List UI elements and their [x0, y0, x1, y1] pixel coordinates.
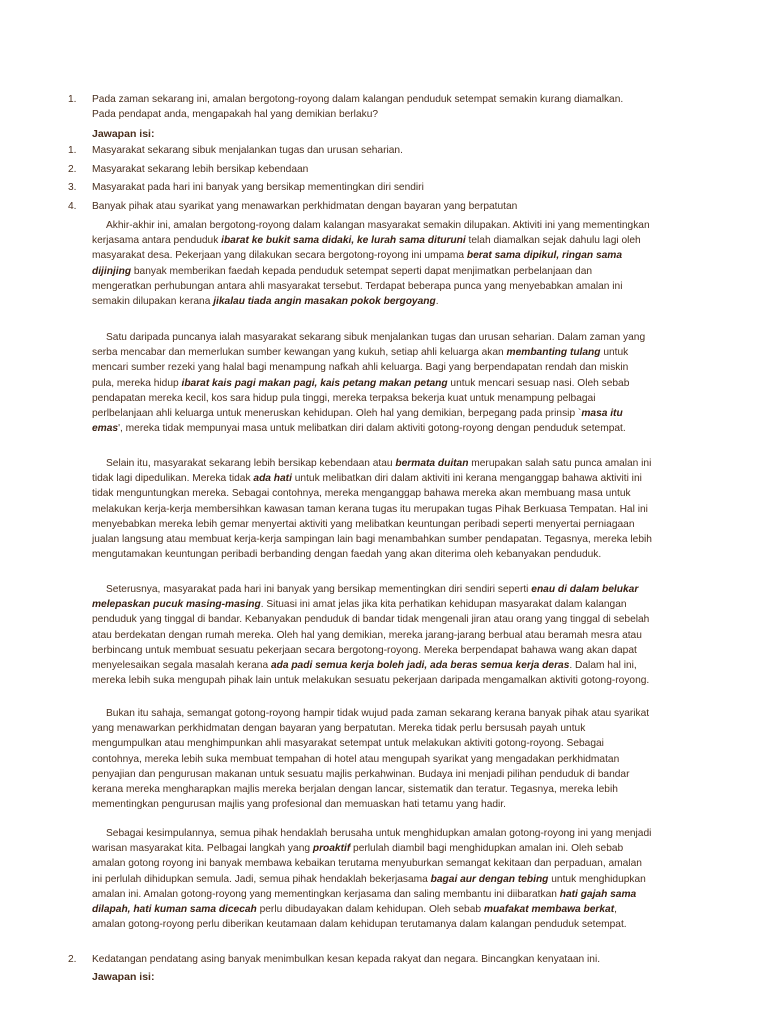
list-item: 3. Masyarakat pada hari ini banyak yang bersikap mementingkan diri sendiri	[68, 182, 424, 193]
peribahasa: berat sama dipikul, ringan sama dijinjing	[92, 250, 623, 277]
peribahasa: membanting tulang	[506, 347, 601, 359]
question-2-text: Kedatangan pendatang asing banyak menimbulkan kesan kepada rakyat dan negara. Bincangkan kenyataan ini.	[92, 954, 601, 965]
question-1-line-1: Pada zaman sekarang ini, amalan bergotong-royong dalam kalangan penduduk setempat semakin kurang diamalkan.	[92, 94, 624, 105]
answer-points-list	[68, 143, 668, 217]
peribahasa: jikalau tiada angin masakan pokok bergoyang	[213, 296, 436, 308]
question-1-line-2: Pada pendapat anda, mengapakah hal yang demikian berlaku?	[92, 109, 379, 120]
essay-point-2: Selain itu, masyarakat sekarang lebih bersikap kebendaan atau bermata duitan merupakan salah satu punca amalan ini tidak lagi dipedulikan. Mereka tidak ada hati untuk melibatkan diri dalam aktiviti ini kerana menganggap bahawa aktiviti ini tidak menguntungkan mereka. Sebagai contohnya, mereka menganggap bahawa mereka akan membuang masa untuk melakukan kerja-kerja membersihkan kawasan taman kerana tugas itu merupakan tugas Pihak Berkuasa Tempatan. Hal ini menyebabkan mereka lebih gemar menyertai aktiviti yang melibatkan keuntungan peribadi seperti menyertai perniagaan jualan langsung atau membuat kerja-kerja sampingan lain bagi menambahkan sumber pendapatan. Tegasnya, mereka lebih mengutamakan keuntungan peribadi berbanding dengan faedah yang akan diterima oleh kebanyakan penduduk.	[92, 458, 652, 561]
answer-heading-2: Jawapan isi:	[92, 971, 155, 983]
question-1-number: 1.	[68, 94, 77, 105]
peribahasa: enau di dalam belukar melepaskan pucuk masing-masing	[92, 584, 639, 611]
peribahasa: bermata duitan	[395, 458, 469, 469]
essay-point-4: Bukan itu sahaja, semangat gotong-royong hampir tidak wujud pada zaman sekarang kerana banyak pihak atau syarikat yang menawarkan perkhidmatan dengan bayaran yang berpatutan. Mereka tidak perlu bersusah payah untuk mengumpulkan atau menghimpunkan ahli masyarakat setempat untuk melakukan aktiviti gotong-royong. Sebagai contohnya, mereka lebih suka membuat tempahan di hotel atau mengupah syarikat yang mengadakan perkhidmatan penyajian dan pengurusan makanan untuk sesuatu majlis perkahwinan. Budaya ini menjadi pilihan penduduk di bandar kerana mereka mengharapkan majlis mereka berjalan dengan lancar, sistematik dan teratur. Tegasnya, mereka lebih mementingkan pengurusan majlis yang profesional dan memuaskan hati tetamu yang hadir.	[92, 708, 650, 811]
peribahasa: ada hati	[253, 473, 292, 485]
list-item: 4. Banyak pihak atau syarikat yang menawarkan perkhidmatan dengan bayaran yang berpatutan	[68, 200, 518, 212]
list-item: 2. Masyarakat sekarang lebih bersikap kebendaan	[68, 163, 309, 175]
peribahasa: ibarat ke bukit sama didaki, ke lurah sama dituruni	[221, 235, 466, 247]
peribahasa: hati gajah sama dilapah, hati kuman sama dicecah	[92, 888, 637, 916]
list-item: 1. Masyarakat sekarang sibuk menjalankan tugas dan urusan seharian.	[68, 145, 403, 156]
essay-point-3: Seterusnya, masyarakat pada hari ini banyak yang bersikap mementingkan diri sendiri seperti enau di dalam belukar melepaskan pucuk masing-masing. Situasi ini amat jelas jika kita perhatikan kehidupan masyarakat dalam kalangan penduduk yang tinggal di bandar. Kebanyakan penduduk di bandar tidak mengenali jiran atau orang yang tinggal di sebelah atau berdekatan dengan rumah mereka. Oleh hal yang demikian, mereka jarang-jarang berbual atau beramah mesra atau berbincang untuk membuat sesuatu pekerjaan secara bergotong-royong. Mereka berpendapat bahawa wang akan dapat menyelesaikan segala masalah kerana ada padi semua kerja boleh jadi, ada beras semua kerja deras. Dalam hal ini, mereka lebih suka mengupah pihak lain untuk melakukan sesuatu pekerjaan daripada mengamalkan aktiviti gotong-royong.	[92, 584, 650, 687]
peribahasa: bagai aur dengan tebing	[430, 873, 549, 885]
essay-conclusion: Sebagai kesimpulannya, semua pihak hendaklah berusaha untuk menghidupkan amalan gotong-royong ini yang menjadi warisan masyarakat kita. Pelbagai langkah yang proaktif perlulah diambil bagi menghidupkan amalan ini. Oleh sebab amalan gotong royong ini banyak membawa kebaikan terutama menyuburkan semangat kekitaan dan perpaduan, amalan ini perlulah dihidupkan semula. Jadi, semua pihak hendaklah bekerjasama bagai aur dengan tebing untuk menghidupkan amalan ini. Amalan gotong-royong yang mementingkan kerjasama dan saling membantu ini diibaratkan hati gajah sama dilapah, hati kuman sama dicecah perlu dibudayakan dalam kehidupan. Oleh sebab muafakat membawa berkat, amalan gotong-royong perlu diberikan keutamaan dalam kehidupan terutamanya dalam kalangan penduduk setempat.	[92, 828, 652, 931]
peribahasa: muafakat membawa berkat	[483, 904, 615, 916]
essay-point-1: Satu daripada puncanya ialah masyarakat sekarang sibuk menjalankan tugas dan urusan seharian. Dalam zaman yang serba mencabar dan memerlukan sumber kewangan yang kukuh, setiap ahli keluarga akan membanting tulang untuk mencari sumber rezeki yang halal bagi menampung nafkah ahli keluarga. Bagi yang berpendapatan rendah dan miskin pula, mereka hidup ibarat kais pagi makan pagi, kais petang makan petang untuk mencari sesuap nasi. Oleh sebab pendapatan mereka kecil, kos sara hidup pula tinggi, mereka terpaksa bekerja kuat untuk menampung pelbagai perlbelanjaan ahli keluarga untuk meneruskan kehidupan. Oleh hal yang demikian, berpegang pada prinsip `masa itu emas', mereka tidak mempunyai masa untuk melibatkan diri dalam aktiviti gotong-royong dengan penduduk setempat.	[92, 332, 646, 435]
question-2-number: 2.	[68, 954, 77, 965]
peribahasa: proaktif	[312, 843, 351, 855]
answer-heading-1: Jawapan isi:	[92, 128, 155, 140]
essay-introduction: Akhir-akhir ini, amalan bergotong-royong dalam kalangan masyarakat semakin dilupakan. Aktiviti ini yang mementingkan kerjasama antara penduduk ibarat ke bukit sama didaki, ke lurah sama dituruni telah diamalkan sejak dahulu lagi oleh masyarakat desa. Pekerjaan yang dilakukan secara bergotong-royong ini umpama berat sama dipikul, ringan sama dijinjing banyak memberikan faedah kepada penduduk setempat seperti dapat menjimatkan perbelanjaan dan mengeratkan perhubungan antara ahli masyarakat tersebut. Terdapat beberapa punca yang menyebabkan amalan ini semakin dilupakan kerana jikalau tiada angin masakan pokok bergoyang.	[92, 220, 650, 308]
peribahasa: masa itu emas	[92, 408, 623, 435]
peribahasa: ada padi semua kerja boleh jadi, ada beras semua kerja deras	[270, 660, 570, 672]
peribahasa: ibarat kais pagi makan pagi, kais petang makan petang	[181, 377, 448, 389]
